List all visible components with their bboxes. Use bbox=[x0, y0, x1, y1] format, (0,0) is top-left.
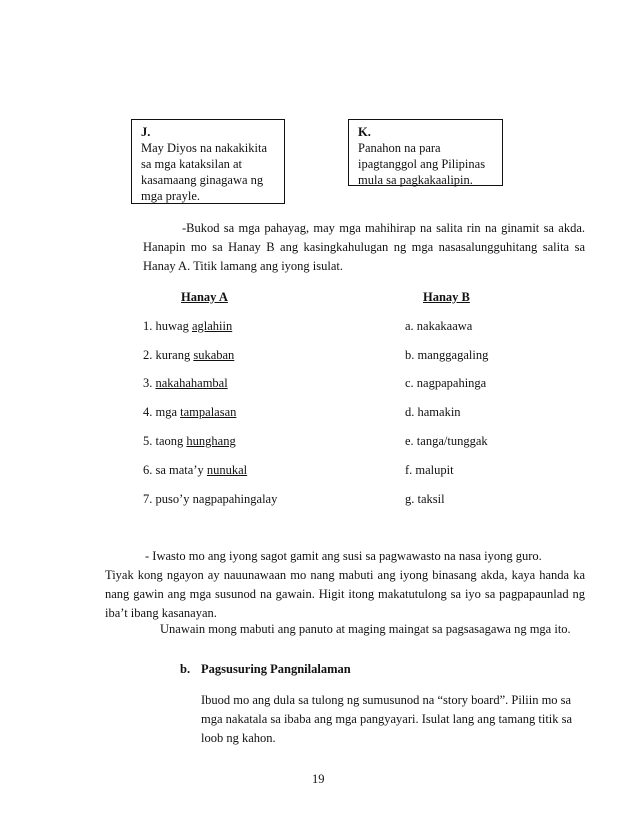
box-k-letter: K. bbox=[358, 125, 371, 139]
hanay-a-item bbox=[143, 376, 228, 391]
item-text: 2. kurang bbox=[143, 348, 194, 362]
underlined-word: tampalasan bbox=[180, 405, 237, 419]
box-k-line: Panahon na para bbox=[358, 141, 441, 155]
underlined-word: sukaban bbox=[193, 348, 235, 362]
hanay-a-item bbox=[143, 405, 236, 420]
underlined-word: nunukal bbox=[206, 463, 248, 477]
section-b-label: b. bbox=[180, 662, 191, 676]
hanay-b-item: f. malupit bbox=[405, 463, 454, 477]
item-text: 5. taong bbox=[143, 434, 187, 448]
feedback-line: iba’t ibang kasanayan. bbox=[105, 606, 217, 620]
page-number: 19 bbox=[312, 772, 325, 786]
feedback-line: nang gawin ang mga susunod na gawain. Higit itong makatutulong sa iyo sa pagpapaunlad ng bbox=[105, 587, 585, 601]
underlined-word: nakahahambal bbox=[155, 376, 228, 390]
hanay-a-item bbox=[143, 492, 277, 507]
instruction-line: Hanay A. Titik lamang ang iyong isulat. bbox=[143, 259, 343, 273]
box-k-line: ipagtanggol ang Pilipinas bbox=[358, 157, 486, 171]
item-text: 7. puso’y nagpapahingalay bbox=[143, 492, 278, 506]
instruction-paragraph bbox=[143, 219, 585, 276]
box-j bbox=[131, 119, 285, 204]
reminder-text: Unawain mong mabuti ang panuto at maging maingat sa pagsasagawa ng mga ito. bbox=[160, 622, 571, 636]
box-j-line: kasamaang ginagawa ng bbox=[141, 173, 264, 187]
hanay-b-item: e. tanga/tunggak bbox=[405, 434, 488, 448]
box-j-line: mga prayle. bbox=[141, 189, 201, 203]
box-j-line: sa mga kataksilan at bbox=[141, 157, 243, 171]
item-text: 3. bbox=[143, 376, 156, 390]
box-j-line: May Diyos na nakakikita bbox=[141, 141, 268, 155]
hanay-a-item bbox=[143, 319, 232, 334]
underlined-word: hunghang bbox=[186, 434, 236, 448]
feedback-paragraph bbox=[105, 547, 585, 623]
hanay-a-item bbox=[143, 348, 234, 363]
feedback-line: Tiyak kong ngayon ay nauunawaan mo nang mabuti ang iyong binasang akda, kaya handa ka bbox=[105, 568, 585, 582]
section-b-line: loob ng kahon. bbox=[201, 731, 276, 745]
box-k-line: mula sa pagkakaalipin. bbox=[358, 173, 473, 187]
box-j-letter: J. bbox=[141, 125, 151, 139]
item-text: 4. mga bbox=[143, 405, 181, 419]
item-text: 6. sa mata’y bbox=[143, 463, 207, 477]
instruction-line: -Bukod sa mga pahayag, may mga mahihirap na salita rin na ginamit sa akda. bbox=[182, 221, 585, 235]
hanay-b-item: b. manggagaling bbox=[405, 348, 489, 362]
section-b-line: Ibuod mo ang dula sa tulong ng sumusunod na “story board”. Piliin mo sa bbox=[201, 693, 572, 707]
hanay-a-item bbox=[143, 463, 247, 478]
item-text: 1. huwag bbox=[143, 319, 192, 333]
hanay-b-item: c. nagpapahinga bbox=[405, 376, 487, 390]
feedback-line: - Iwasto mo ang iyong sagot gamit ang susi sa pagwawasto na nasa iyong guro. bbox=[145, 549, 542, 563]
hanay-b-title: Hanay B bbox=[423, 290, 470, 304]
section-b-paragraph bbox=[201, 691, 586, 748]
section-b-line: mga nakatala sa ibaba ang mga pangyayari. Isulat lang ang tamang titik sa bbox=[201, 712, 573, 726]
hanay-a-title: Hanay A bbox=[181, 290, 228, 304]
hanay-a-item bbox=[143, 434, 236, 449]
hanay-b-item: d. hamakin bbox=[405, 405, 461, 419]
hanay-b-item: a. nakakaawa bbox=[405, 319, 473, 333]
hanay-b-item: g. taksil bbox=[405, 492, 445, 506]
underlined-word: aglahiin bbox=[191, 319, 233, 333]
section-b-title: Pagsusuring Pangnilalaman bbox=[201, 662, 351, 676]
box-k bbox=[348, 119, 503, 186]
instruction-line: Hanapin mo sa Hanay B ang kasingkahulugan ng mga nasasalungguhitang salita sa bbox=[143, 240, 585, 254]
